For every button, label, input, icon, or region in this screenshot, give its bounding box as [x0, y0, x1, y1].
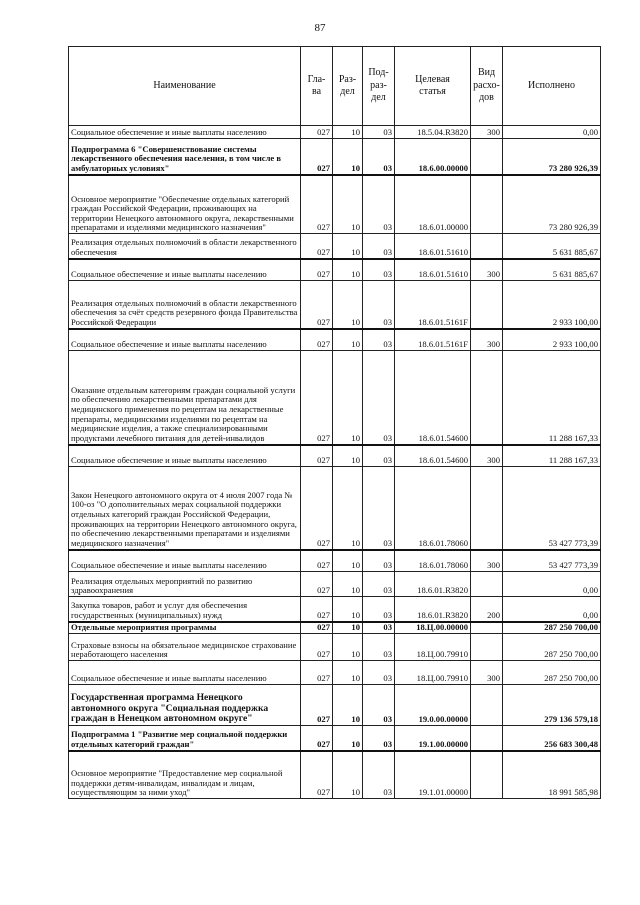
cell-executed: 5 631 885,67 — [503, 259, 601, 281]
cell-expense: 200 — [471, 597, 503, 622]
cell-name: Отдельные мероприятия программы — [69, 622, 301, 634]
cell-section: 10 — [333, 175, 363, 234]
cell-expense — [471, 685, 503, 726]
cell-subsection: 03 — [363, 685, 395, 726]
cell-name: Социальное обеспечение и иные выплаты населению — [69, 445, 301, 467]
cell-chapter: 027 — [301, 550, 333, 572]
col-header-expense: Вид расхо- дов — [471, 47, 503, 126]
cell-section: 10 — [333, 685, 363, 726]
cell-executed: 73 280 926,39 — [503, 175, 601, 234]
cell-executed: 287 250 700,00 — [503, 634, 601, 661]
cell-name: Подпрограмма 6 "Совершенствование системы лекарственного обеспечения населения, в том числе в амбулаторных условиях" — [69, 139, 301, 175]
col-header-article: Целевая статья — [395, 47, 471, 126]
cell-article: 18.6.01.51610 — [395, 259, 471, 281]
cell-name: Социальное обеспечение и иные выплаты населению — [69, 661, 301, 685]
cell-name: Подпрограмма 1 "Развитие мер социальной поддержки отдельных категорий граждан" — [69, 726, 301, 751]
cell-name: Основное мероприятие "Предоставление мер социальной поддержки детям-инвалидам, инвалидам и лицам, осуществляющим за ними уход" — [69, 751, 301, 799]
cell-chapter: 027 — [301, 234, 333, 259]
cell-name: Социальное обеспечение и иные выплаты населению — [69, 329, 301, 351]
cell-chapter: 027 — [301, 467, 333, 550]
cell-chapter: 027 — [301, 622, 333, 634]
cell-executed: 287 250 700,00 — [503, 622, 601, 634]
cell-subsection: 03 — [363, 726, 395, 751]
cell-article: 19.0.00.00000 — [395, 685, 471, 726]
cell-article: 18.6.00.00000 — [395, 139, 471, 175]
cell-executed: 0,00 — [503, 572, 601, 597]
cell-name: Социальное обеспечение и иные выплаты населению — [69, 126, 301, 139]
table-row — [69, 467, 601, 550]
cell-article: 18.5.04.R3820 — [395, 126, 471, 139]
cell-chapter: 027 — [301, 726, 333, 751]
table-row — [69, 329, 601, 351]
cell-chapter: 027 — [301, 175, 333, 234]
cell-article: 18.Ц.00.79910 — [395, 634, 471, 661]
cell-section: 10 — [333, 351, 363, 445]
cell-subsection: 03 — [363, 281, 395, 329]
cell-section: 10 — [333, 572, 363, 597]
cell-name: Закон Ненецкого автономного округа от 4 июля 2007 года № 100-оз "О дополнительных мерах социальной поддержки отдельных категорий граждан Российской Федерации, проживающих на территории Ненецкого автономного округа, по обеспечению лекарственными препаратами и изделиями медицинского назначения" — [69, 467, 301, 550]
cell-expense: 300 — [471, 259, 503, 281]
cell-executed: 2 933 100,00 — [503, 329, 601, 351]
cell-expense: 300 — [471, 445, 503, 467]
cell-executed: 53 427 773,39 — [503, 467, 601, 550]
cell-subsection: 03 — [363, 329, 395, 351]
cell-subsection: 03 — [363, 550, 395, 572]
col-header-section: Раз- дел — [333, 47, 363, 126]
cell-article: 18.6.01.00000 — [395, 175, 471, 234]
header-row — [69, 47, 601, 126]
cell-subsection: 03 — [363, 234, 395, 259]
cell-executed: 11 288 167,33 — [503, 351, 601, 445]
cell-name: Государственная программа Ненецкого автономного округа "Социальная поддержка граждан в Ненецком автономном округе" — [69, 685, 301, 726]
cell-executed: 18 991 585,98 — [503, 751, 601, 799]
cell-article: 18.6.01.78060 — [395, 550, 471, 572]
page-number: 87 — [314, 22, 326, 34]
cell-executed: 73 280 926,39 — [503, 139, 601, 175]
table-row — [69, 661, 601, 685]
cell-subsection: 03 — [363, 126, 395, 139]
cell-name: Закупка товаров, работ и услуг для обеспечения государственных (муниципальных) нужд — [69, 597, 301, 622]
cell-article: 18.6.01.54600 — [395, 351, 471, 445]
cell-executed: 5 631 885,67 — [503, 234, 601, 259]
cell-chapter: 027 — [301, 634, 333, 661]
cell-section: 10 — [333, 622, 363, 634]
cell-expense — [471, 726, 503, 751]
cell-article: 18.6.01.51610 — [395, 234, 471, 259]
cell-name: Страховые взносы на обязательное медицинское страхование неработающего населения — [69, 634, 301, 661]
table-row — [69, 751, 601, 799]
cell-section: 10 — [333, 661, 363, 685]
cell-subsection: 03 — [363, 467, 395, 550]
cell-expense — [471, 572, 503, 597]
cell-expense — [471, 175, 503, 234]
cell-expense — [471, 622, 503, 634]
cell-chapter: 027 — [301, 259, 333, 281]
cell-article: 18.6.01.R3820 — [395, 597, 471, 622]
cell-article: 19.1.01.00000 — [395, 751, 471, 799]
cell-subsection: 03 — [363, 351, 395, 445]
table-row — [69, 259, 601, 281]
cell-expense — [471, 281, 503, 329]
table-row — [69, 572, 601, 597]
cell-chapter: 027 — [301, 139, 333, 175]
cell-expense — [471, 234, 503, 259]
cell-expense — [471, 351, 503, 445]
col-header-name: Наименование — [69, 47, 301, 126]
table-row — [69, 234, 601, 259]
cell-expense: 300 — [471, 126, 503, 139]
cell-article: 18.6.01.5161F — [395, 281, 471, 329]
table-row — [69, 126, 601, 139]
cell-article: 18.6.01.54600 — [395, 445, 471, 467]
cell-executed: 0,00 — [503, 597, 601, 622]
cell-executed: 256 683 300,48 — [503, 726, 601, 751]
cell-name: Социальное обеспечение и иные выплаты населению — [69, 259, 301, 281]
budget-table — [68, 46, 601, 799]
table-row — [69, 726, 601, 751]
table-row — [69, 281, 601, 329]
cell-section: 10 — [333, 467, 363, 550]
cell-article: 18.Ц.00.79910 — [395, 661, 471, 685]
cell-chapter: 027 — [301, 685, 333, 726]
cell-expense — [471, 139, 503, 175]
cell-expense — [471, 467, 503, 550]
cell-subsection: 03 — [363, 622, 395, 634]
cell-executed: 279 136 579,18 — [503, 685, 601, 726]
table-body — [69, 126, 601, 799]
col-header-subsection: Под- раз- дел — [363, 47, 395, 126]
cell-section: 10 — [333, 259, 363, 281]
cell-section: 10 — [333, 139, 363, 175]
cell-article: 18.6.01.5161F — [395, 329, 471, 351]
cell-expense: 300 — [471, 661, 503, 685]
cell-executed: 2 933 100,00 — [503, 281, 601, 329]
cell-expense — [471, 751, 503, 799]
cell-executed: 287 250 700,00 — [503, 661, 601, 685]
cell-section: 10 — [333, 597, 363, 622]
table-row — [69, 634, 601, 661]
cell-chapter: 027 — [301, 751, 333, 799]
cell-section: 10 — [333, 550, 363, 572]
cell-article: 18.6.01.R3820 — [395, 572, 471, 597]
table-row — [69, 351, 601, 445]
cell-section: 10 — [333, 726, 363, 751]
cell-article: 19.1.00.00000 — [395, 726, 471, 751]
cell-name: Реализация отдельных полномочий в области лекарственного обеспечения — [69, 234, 301, 259]
col-header-executed: Исполнено — [503, 47, 601, 126]
cell-section: 10 — [333, 281, 363, 329]
table-row — [69, 175, 601, 234]
cell-name: Основное мероприятие "Обеспечение отдельных категорий граждан Российской Федерации, проживающих на территории Ненецкого автономного округа, лекарственными препаратами и изделиями медицинского назначения" — [69, 175, 301, 234]
cell-expense — [471, 634, 503, 661]
table-row — [69, 597, 601, 622]
cell-name: Реализация отдельных полномочий в области лекарственного обеспечения за счёт средств резервного фонда Правительства Российской Федерации — [69, 281, 301, 329]
table-row — [69, 445, 601, 467]
cell-article: 18.6.01.78060 — [395, 467, 471, 550]
cell-chapter: 027 — [301, 281, 333, 329]
cell-expense: 300 — [471, 550, 503, 572]
col-header-chapter: Гла- ва — [301, 47, 333, 126]
cell-section: 10 — [333, 329, 363, 351]
cell-subsection: 03 — [363, 259, 395, 281]
cell-chapter: 027 — [301, 661, 333, 685]
cell-chapter: 027 — [301, 329, 333, 351]
cell-expense: 300 — [471, 329, 503, 351]
cell-executed: 0,00 — [503, 126, 601, 139]
cell-chapter: 027 — [301, 351, 333, 445]
cell-chapter: 027 — [301, 572, 333, 597]
cell-subsection: 03 — [363, 572, 395, 597]
table-row — [69, 550, 601, 572]
cell-section: 10 — [333, 634, 363, 661]
cell-chapter: 027 — [301, 445, 333, 467]
cell-section: 10 — [333, 234, 363, 259]
cell-subsection: 03 — [363, 175, 395, 234]
table-row — [69, 622, 601, 634]
cell-subsection: 03 — [363, 445, 395, 467]
cell-subsection: 03 — [363, 661, 395, 685]
cell-name: Реализация отдельных мероприятий по развитию здравоохранения — [69, 572, 301, 597]
cell-subsection: 03 — [363, 751, 395, 799]
cell-article: 18.Ц.00.00000 — [395, 622, 471, 634]
cell-subsection: 03 — [363, 139, 395, 175]
cell-section: 10 — [333, 445, 363, 467]
cell-subsection: 03 — [363, 634, 395, 661]
cell-chapter: 027 — [301, 126, 333, 139]
table-row — [69, 139, 601, 175]
cell-name: Оказание отдельным категориям граждан социальной услуги по обеспечению лекарственными препаратами для медицинского применения по рецептам на лекарственные препараты, медицинскими изделиями по рецептам на медицинские изделия, а также специализированными продуктами лечебного питания для детей-инвалидов — [69, 351, 301, 445]
cell-section: 10 — [333, 126, 363, 139]
cell-name: Социальное обеспечение и иные выплаты населению — [69, 550, 301, 572]
cell-subsection: 03 — [363, 597, 395, 622]
cell-executed: 11 288 167,33 — [503, 445, 601, 467]
cell-executed: 53 427 773,39 — [503, 550, 601, 572]
table-row — [69, 685, 601, 726]
cell-section: 10 — [333, 751, 363, 799]
cell-chapter: 027 — [301, 597, 333, 622]
